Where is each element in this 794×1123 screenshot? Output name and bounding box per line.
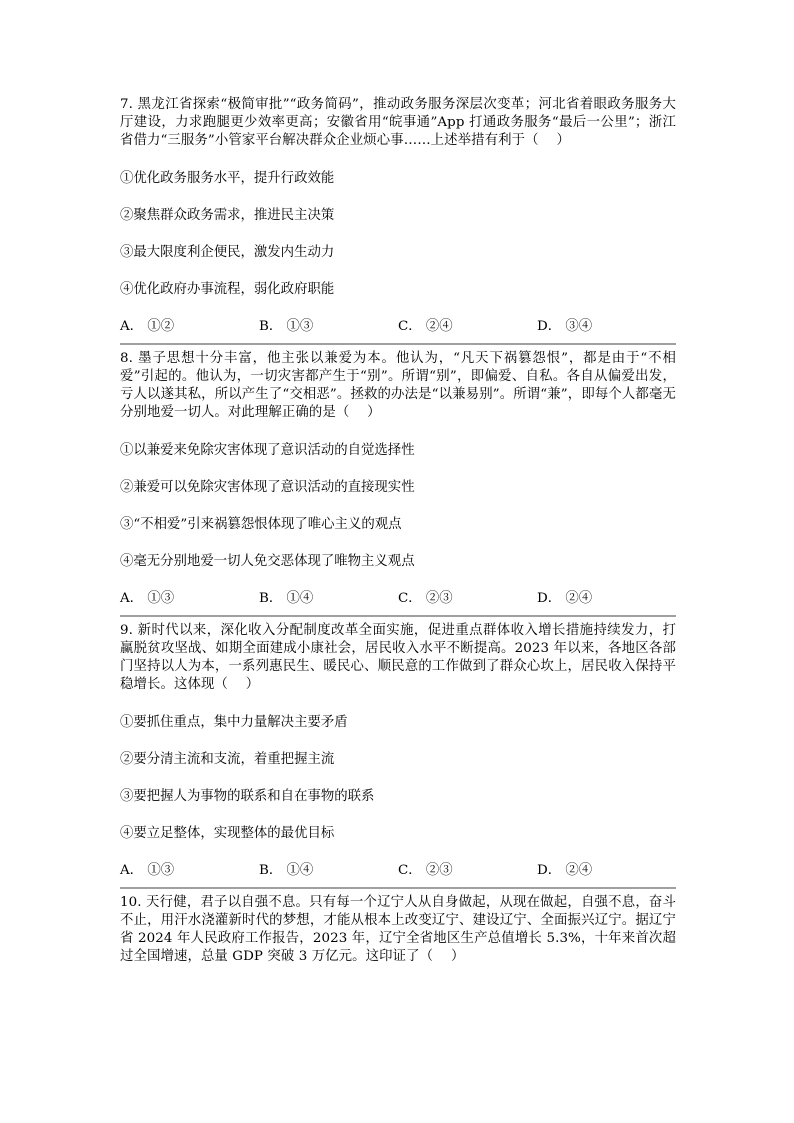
choice-c[interactable]: C． ②④ [398,319,453,334]
choice-b[interactable]: B． ①③ [259,319,314,334]
option-4: ④毫无分别地爱一切人免交恶体现了唯物主义观点 [120,554,415,569]
choice-c[interactable]: C． ②③ [398,591,453,606]
answer-choices [120,862,676,880]
option-3: ③要把握人为事物的联系和自在事物的联系 [120,789,375,804]
option-3: ③最大限度利企便民，激发内生动力 [120,245,335,260]
option-1: ①优化政务服务水平，提升行政效能 [120,171,335,186]
question-stem: 7. 黑龙江省探索“极简审批”“政务简码”，推动政务服务深层次变革；河北省着眼政务服务大厅建设，力求跑腿更少效率更高；安徽省用“皖事通”App 打通政务服务“最后一公里”；浙江省借力“三服务”小管家平台解决群众企业烦心事……上述举措有利于（ ） [120,97,676,148]
option-4: ④要立足整体，实现整体的最优目标 [120,826,335,841]
choice-d[interactable]: D． ②④ [537,591,593,606]
choice-b[interactable]: B． ①④ [259,591,314,606]
answer-choices [120,590,676,608]
question-stem: 9. 新时代以来，深化收入分配制度改革全面实施，促进重点群体收入增长措施持续发力，打赢脱贫攻坚战、如期全面建成小康社会，居民收入水平不断提高。2023 年以来，各地区各部门坚持以人为本，一系列惠民生、暖民心、顺民意的工作做到了群众心坎上，居民收入保持平稳增长。这体现（ ） [120,623,676,692]
choice-c[interactable]: C． ②③ [398,863,453,878]
option-1: ①以兼爱来免除灾害体现了意识活动的自觉选择性 [120,443,415,458]
answer-choices [120,318,676,336]
choice-d[interactable]: D． ③④ [537,319,593,334]
question-9 [120,622,676,880]
choice-b[interactable]: B． ①④ [259,863,314,878]
question-stem: 8. 墨子思想十分丰富，他主张以兼爱为本。他认为，“凡天下祸篡怨恨”，都是由于“不相爱”引起的。他认为，一切灾害都产生于“别”。所谓“别”，即偏爱、自私。各自从偏爱出发，亏人以遂其私，所以产生了“交相恶”。拯救的办法是“以兼易别”。所谓“兼”，即每个人都毫无分别地爱一切人。对此理解正确的是（ ） [120,351,676,420]
option-4: ④优化政府办事流程，弱化政府职能 [120,282,335,297]
option-2: ②聚焦群众政务需求，推进民主决策 [120,208,335,223]
option-1: ①要抓住重点，集中力量解决主要矛盾 [120,715,348,730]
option-2: ②兼爱可以免除灾害体现了意识活动的直接现实性 [120,480,415,495]
question-stem: 10. 天行健，君子以自强不息。只有每一个辽宁人从自身做起，从现在做起，自强不息，奋斗不止，用汗水浇灌新时代的梦想，才能从根本上改变辽宁、建设辽宁、全面振兴辽宁。据辽宁省 2024 年人民政府工作报告，2023 年，辽宁全省地区生产总值增长 5.3%，十年来首次超过全国增速，总量 GDP 突破 3 万亿元。这印证了（ ） [120,895,676,964]
option-3: ③“不相爱”引来祸篡怨恨体现了唯心主义的观点 [120,517,402,532]
question-8 [120,350,676,608]
choice-d[interactable]: D． ②④ [537,863,593,878]
choice-a[interactable]: A． ①③ [120,863,175,878]
option-2: ②要分清主流和支流，着重把握主流 [120,752,335,767]
choice-a[interactable]: A． ①② [120,319,175,334]
exam-page [120,96,676,966]
choice-a[interactable]: A． ①③ [120,591,175,606]
question-7 [120,96,676,336]
question-10 [120,894,676,966]
